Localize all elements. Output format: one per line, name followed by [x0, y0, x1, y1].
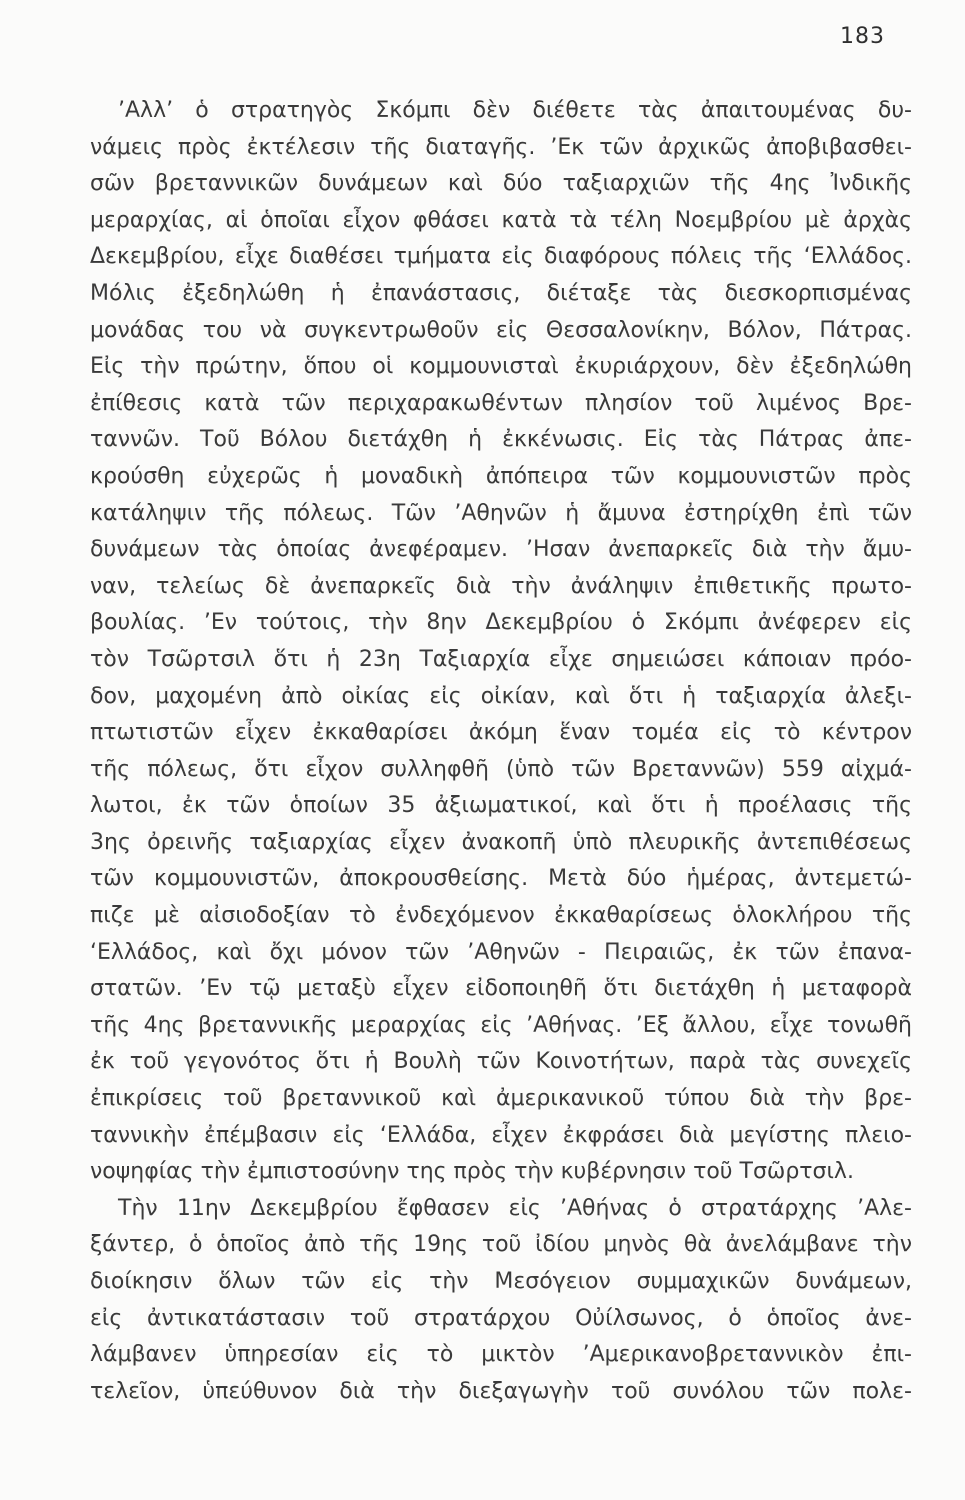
text-line: τῆς πόλεως, ὅτι εἶχον συλληφθῆ (ὑπὸ τῶν Βρεταννῶν) 559 αἰχμά- [90, 756, 912, 782]
text-line: ἐπικρίσεις τοῦ βρεταννικοῦ καὶ ἀμερικανικοῦ τύπου διὰ τὴν βρε- [90, 1086, 912, 1112]
text-line: λάμβανεν ὑπηρεσίαν εἰς τὸ μικτὸν ’Αμερικανοβρεταννικὸν ἐπι- [90, 1342, 912, 1368]
text-line: πιζε μὲ αἰσιοδοξίαν τὸ ἐνδεχόμενον ἐκκαθαρίσεως ὁλοκλήρου τῆς [90, 903, 912, 929]
text-line: ναν, τελείως δὲ ἀνεπαρκεῖς διὰ τὴν ἀνάληψιν ἐπιθετικῆς πρωτο- [90, 573, 912, 599]
text-line: βουλίας. ’Εν τούτοις, τὴν 8ην Δεκεμβρίου ὁ Σκόμπι ἀνέφερεν εἰς [90, 610, 912, 636]
text-line: Τὴν 11ην Δεκεμβρίου ἔφθασεν εἰς ’Αθήνας ὁ στρατάρχης ’Αλε- [118, 1195, 912, 1221]
text-line: ἐκ τοῦ γεγονότος ὅτι ἡ Βουλὴ τῶν Κοινοτήτων, παρὰ τὰς συνεχεῖς [90, 1049, 912, 1075]
text-line: τὸν Τσῶρτσιλ ὅτι ἡ 23η Ταξιαρχία εἶχε σημειώσει κάποιαν πρόο- [90, 646, 912, 672]
text-line: ταννικὴν ἐπέμβασιν εἰς ‘Ελλάδα, εἶχεν ἐκφράσει διὰ μεγίστης πλειο- [90, 1122, 912, 1148]
text-line: ‘Ελλάδος, καὶ ὄχι μόνον τῶν ’Αθηνῶν - Πειραιῶς, ἐκ τῶν ἐπανα- [90, 939, 912, 965]
text-line: τελεῖον, ὑπεύθυνον διὰ τὴν διεξαγωγὴν τοῦ συνόλου τῶν πολε- [90, 1378, 912, 1404]
text-line: διοίκησιν ὅλων τῶν εἰς τὴν Μεσόγειον συμμαχικῶν δυνάμεων, [90, 1269, 912, 1294]
text-line: τῆς 4ης βρεταννικῆς μεραρχίας εἰς ’Αθήνας. ’Εξ ἄλλου, εἶχε τονωθῆ [90, 1012, 912, 1038]
text-line: νάμεις πρὸς ἐκτέλεσιν τῆς διαταγῆς. ’Εκ τῶν ἀρχικῶς ἀποβιβασθει- [90, 134, 912, 160]
text-line: δον, μαχομένη ἀπὸ οἰκίας εἰς οἰκίαν, καὶ ὅτι ἡ ταξιαρχία ἀλεξι- [90, 683, 912, 709]
text-line: δυνάμεων τὰς ὁποίας ἀνεφέραμεν. ’Ησαν ἀνεπαρκεῖς διὰ τὴν ἄμυ- [90, 537, 912, 563]
body-text [90, 93, 912, 1410]
text-line: εἰς ἀντικατάστασιν τοῦ στρατάρχου Οὐίλσωνος, ὁ ὁποῖος ἀνε- [90, 1305, 912, 1331]
text-line: 3ης ὀρεινῆς ταξιαρχίας εἶχεν ἀνακοπῆ ὑπὸ πλευρικῆς ἀντεπιθέσεως [90, 829, 912, 855]
page-number: 183 [840, 24, 885, 49]
text-line: ἐπίθεσις κατὰ τῶν περιχαρακωθέντων πλησίον τοῦ λιμένος Βρε- [90, 390, 912, 416]
text-line: Δεκεμβρίου, εἶχε διαθέσει τμήματα εἰς διαφόρους πόλεις τῆς ‘Ελλάδος. [90, 244, 912, 270]
text-line: λωτοι, ἐκ τῶν ὁποίων 35 ἀξιωματικοί, καὶ ὅτι ἡ προέλασις τῆς [90, 793, 912, 819]
text-line: ταννῶν. Τοῦ Βόλου διετάχθη ἡ ἐκκένωσις. Εἰς τὰς Πάτρας ἀπε- [90, 427, 912, 453]
text-line: Εἰς τὴν πρώτην, ὅπου οἱ κομμουνισταὶ ἐκυριάρχουν, δὲν ἐξεδηλώθη [90, 354, 912, 380]
text-line: ’Αλλ’ ὁ στρατηγὸς Σκόμπι δὲν διέθετε τὰς ἀπαιτουμένας δυ- [118, 98, 912, 123]
text-line: ξάντερ, ὁ ὁποῖος ἀπὸ τῆς 19ης τοῦ ἰδίου μηνὸς θὰ ἀνελάμβανε τὴν [90, 1232, 912, 1258]
text-line: κατάληψιν τῆς πόλεως. Τῶν ’Αθηνῶν ἡ ἄμυνα ἐστηρίχθη ἐπὶ τῶν [90, 500, 912, 526]
text-line: νοψηφίας τὴν ἐμπιστοσύνην της πρὸς τὴν κυβέρνησιν τοῦ Τσῶρτσιλ. [90, 1159, 854, 1185]
text-line: πτωτιστῶν εἶχεν ἐκκαθαρίσει ἀκόμη ἕναν τομέα εἰς τὸ κέντρον [90, 720, 912, 746]
text-line: τῶν κομμουνιστῶν, ἀποκρουσθείσης. Μετὰ δύο ἡμέρας, ἀντεμετώ- [90, 866, 912, 892]
text-line: στατῶν. ’Εν τῷ μεταξὺ εἶχεν εἰδοποιηθῆ ὅτι διετάχθη ἡ μεταφορὰ [90, 976, 912, 1002]
text-line: μεραρχίας, αἱ ὁποῖαι εἶχον φθάσει κατὰ τὰ τέλη Νοεμβρίου μὲ ἀρχὰς [90, 207, 912, 233]
text-line: κρούσθη εὐχερῶς ἡ μοναδικὴ ἀπόπειρα τῶν κομμουνιστῶν πρὸς [90, 463, 912, 489]
text-line: σῶν βρεταννικῶν δυνάμεων καὶ δύο ταξιαρχιῶν τῆς 4ης Ἰνδικῆς [90, 171, 912, 197]
text-line: μονάδας του νὰ συγκεντρωθοῦν εἰς Θεσσαλονίκην, Βόλον, Πάτρας. [90, 317, 912, 343]
text-line: Μόλις ἐξεδηλώθη ἡ ἐπανάστασις, διέταξε τὰς διεσκορπισμένας [90, 280, 912, 306]
